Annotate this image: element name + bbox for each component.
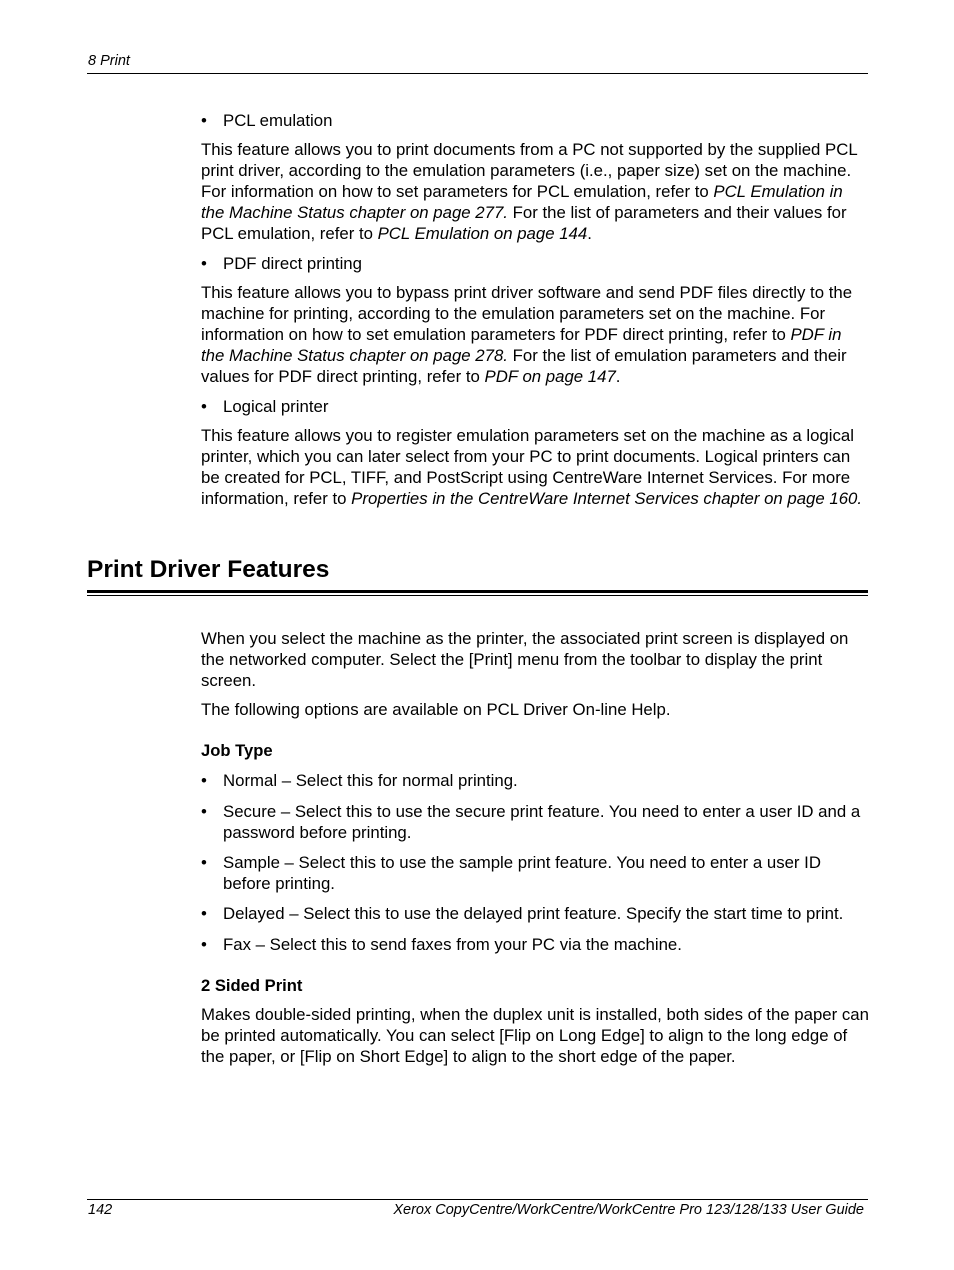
bullet-logical-printer: • Logical printer: [201, 396, 869, 417]
pcl-emulation-paragraph: [201, 139, 869, 244]
pcl-text-1: This feature allows you to print documents from a PC not supported by the supplied PCL print driver, according to the emulation parameters (i.e., paper size) set on the machine. For information on how to set parameters for PCL emulation, refer to: [201, 140, 858, 201]
logical-printer-paragraph: [201, 425, 869, 509]
running-header-chapter: 8 Print: [88, 53, 130, 69]
pcl-cross-reference-2[interactable]: PCL Emulation on page 144: [377, 224, 588, 243]
bullet-pcl-emulation: • PCL emulation: [201, 110, 869, 131]
pdf-text-3: .: [615, 367, 621, 386]
section-title-divider: [87, 590, 868, 596]
pdf-cross-reference-2[interactable]: PDF on page 147: [484, 367, 616, 386]
pdf-text-2: For the list of emulation parameters and their values for PDF direct printing, refer to: [201, 346, 847, 386]
logical-text-1: This feature allows you to register emulation parameters set on the machine as a logical printer, which you can later select from your PC to print documents. Logical printers can be created for PCL, TIFF, and PostScript using CentreWare Internet Services. For more information, refer to: [201, 426, 854, 508]
footer-divider: [87, 1199, 868, 1200]
bullet-pdf-direct-printing: • PDF direct printing: [201, 253, 869, 274]
page-number: 142: [88, 1202, 113, 1218]
job-type-item: • Normal – Select this for normal printing.: [201, 770, 869, 791]
pcl-cross-reference-1[interactable]: PCL Emulation in the Machine Status chapter on page 277.: [201, 182, 843, 222]
pcl-text-3: .: [587, 224, 592, 243]
two-sided-print-paragraph: Makes double-sided printing, when the duplex unit is installed, both sides of the paper can be printed automatically. You can select [Flip on Long Edge] to align to the long edge of the paper, or [Flip on Short Edge] to align to the short edge of the paper.: [201, 1005, 869, 1066]
pdf-text-1: This feature allows you to bypass print driver software and send PDF files directly to the machine for printing, according to the emulation parameters set on the machine. For information on how to set emulation parameters for PDF direct printing, refer to: [201, 283, 853, 344]
guide-title: Xerox CopyCentre/WorkCentre/WorkCentre Pro 123/128/133 User Guide: [393, 1202, 864, 1218]
job-type-item: • Secure – Select this to use the secure print feature. You need to enter a user ID and a password before printing.: [201, 801, 869, 843]
print-driver-features-body: [201, 628, 869, 1067]
emulation-section: [201, 110, 869, 509]
pdf-cross-reference-1[interactable]: PDF in the Machine Status chapter on page 278.: [201, 325, 842, 365]
logical-cross-reference-1[interactable]: Properties in the CentreWare Internet Services chapter on page 160.: [351, 489, 863, 508]
two-sided-print-heading: 2 Sided Print: [201, 976, 303, 995]
job-type-item: • Fax – Select this to send faxes from your PC via the machine.: [201, 934, 869, 955]
job-type-item: • Sample – Select this to use the sample print feature. You need to enter a user ID before printing.: [201, 852, 869, 894]
pcl-text-2: For the list of parameters and their values for PCL emulation, refer to: [201, 203, 847, 243]
section-intro-paragraph: When you select the machine as the printer, the associated print screen is displayed on the networked computer. Select the [Print] menu from the toolbar to display the print screen.: [201, 629, 849, 690]
options-note-paragraph: The following options are available on PCL Driver On-line Help.: [201, 700, 671, 719]
pdf-direct-printing-paragraph: [201, 282, 869, 387]
job-type-item: • Delayed – Select this to use the delayed print feature. Specify the start time to print.: [201, 903, 869, 924]
section-title: Print Driver Features: [87, 556, 330, 583]
job-type-heading: Job Type: [201, 741, 273, 760]
header-divider: [87, 73, 868, 74]
